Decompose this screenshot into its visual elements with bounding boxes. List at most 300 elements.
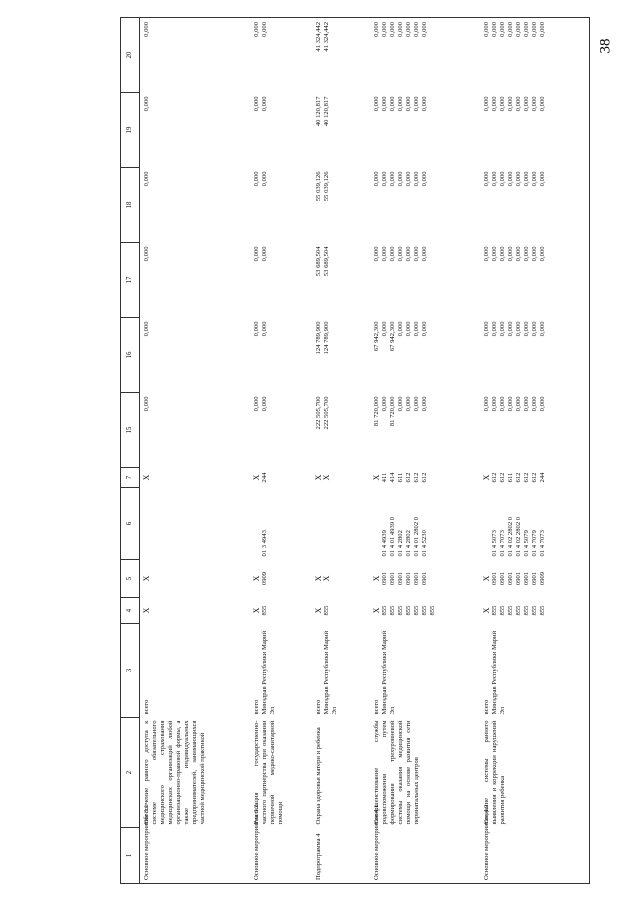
amount-2019-cell [140, 18, 250, 93]
vr-code: 612 [522, 472, 530, 483]
amount-2016: 0,000 [514, 246, 522, 262]
csr-code: 01 4 02 2802 0 [506, 516, 514, 557]
amount-2016: 0,000 [143, 246, 150, 262]
amount-2014: 0,000 [506, 396, 514, 412]
executor [413, 627, 421, 715]
amount-2014: 0,000 [412, 396, 420, 412]
amount-2018: 0,000 [396, 96, 404, 112]
amount-2016: 0,000 [482, 246, 490, 262]
executor: всего [314, 699, 322, 715]
grbs-code: 855 [522, 605, 530, 616]
grbs-code: 855 [506, 605, 514, 616]
amount-2015: 0,000 [412, 321, 420, 337]
vr-code-cell [370, 468, 480, 488]
rz-pr-code: 0901 [388, 571, 396, 586]
amount-2014: 81 720,000 [388, 396, 396, 427]
amount-2018: 0,000 [498, 96, 506, 112]
amount-2017 [429, 172, 437, 240]
executor [421, 627, 429, 715]
amount-2016: 53 689,504 [322, 246, 330, 277]
amount-2015: 0,000 [490, 321, 498, 337]
vr-code: 244 [539, 472, 547, 483]
csr-code-cell [370, 488, 480, 560]
amount-2016-cell [370, 243, 480, 318]
amount-2019-cell [370, 18, 480, 93]
amount-2018: 0,000 [539, 96, 547, 112]
amount-2017: 0,000 [388, 171, 396, 187]
amount-2019: 41 324,442 [314, 22, 322, 52]
amount-2015: 0,000 [522, 321, 530, 337]
col-header: 16 [121, 318, 140, 393]
rz-pr-code-cell [250, 560, 312, 598]
amount-2017-cell [140, 168, 250, 243]
amount-2015: 124 789,900 [314, 321, 322, 355]
vr-code: X [371, 474, 381, 481]
amount-2019: 0,000 [380, 22, 388, 37]
amount-2015: 0,000 [498, 321, 506, 337]
vr-code: X [481, 474, 491, 481]
program-description [312, 718, 370, 828]
amount-2017: 0,000 [372, 171, 380, 187]
rz-pr-code: X [251, 575, 261, 582]
grbs-code: 855 [322, 605, 330, 616]
program-name [480, 804, 590, 884]
amount-2019: 0,000 [514, 22, 522, 37]
amount-2019: 0,000 [482, 22, 490, 37]
grbs-code: 855 [490, 605, 498, 616]
program-name-text: Подпрограмма 4 [314, 833, 322, 880]
vr-code: 612 [531, 472, 539, 483]
amount-2018: 0,000 [482, 96, 490, 112]
csr-code [323, 491, 331, 557]
csr-code: 01 4 01 2802 0 [412, 516, 420, 557]
amount-2019: 41 324,442 [322, 22, 330, 52]
csr-code: 01 4 5230 [421, 530, 429, 557]
amount-2018: 40 120,817 [314, 96, 322, 127]
program-description-text: Обеспечение равного доступа к системе обязательного медицинского страхования медицинских организаций любой организационно-правовой формы, а также индивидуальных предпринимателей, занимающихся частной медицинской практикой [143, 720, 207, 825]
vr-code-cell [250, 468, 312, 488]
csr-code: 01 4 5079 [522, 530, 530, 557]
vr-code: X [321, 474, 331, 481]
amount-2017: 0,000 [514, 171, 522, 187]
rz-pr-code: 0901 [531, 571, 539, 586]
amount-2018: 0,000 [506, 96, 514, 112]
col-header: 1 [121, 828, 140, 884]
amount-2016: 0,000 [372, 246, 380, 262]
grbs-code: 855 [539, 605, 547, 616]
amount-2019: 0,000 [252, 22, 260, 37]
amount-2018: 0,000 [260, 96, 268, 112]
amount-2019: 0,000 [396, 22, 404, 37]
executor [539, 627, 547, 715]
csr-code [253, 491, 261, 557]
amount-2015: 0,000 [531, 321, 539, 337]
amount-2018: 0,000 [522, 96, 530, 112]
grbs-code: X [481, 607, 491, 614]
executor: всего [143, 699, 150, 715]
csr-code [373, 491, 381, 557]
amount-2018: 0,000 [514, 96, 522, 112]
grbs-code: 855 [396, 605, 404, 616]
amount-2014: 0,000 [531, 396, 539, 412]
amount-2018: 0,000 [143, 96, 150, 112]
vr-code-cell [480, 468, 590, 488]
rz-pr-code: X [481, 575, 491, 582]
amount-2018: 0,000 [531, 96, 539, 112]
amount-2015: 0,000 [252, 321, 260, 337]
amount-2016: 0,000 [498, 246, 506, 262]
amount-2019: 0,000 [143, 22, 150, 37]
amount-2018: 0,000 [490, 96, 498, 112]
amount-2014: 0,000 [498, 396, 506, 412]
rz-pr-code: 0901 [498, 571, 506, 586]
amount-2015: 0,000 [143, 321, 150, 337]
vr-code-cell [140, 468, 250, 488]
csr-code: 01 4 2802 [396, 530, 404, 557]
rz-pr-code: X [321, 575, 331, 582]
vr-code: 612 [498, 472, 506, 483]
executor [515, 627, 523, 715]
grbs-code-cell [370, 598, 480, 624]
amount-2016-cell [312, 243, 370, 318]
amount-2015-cell [140, 318, 250, 393]
csr-code: 01 4 02 2802 0 [514, 516, 522, 557]
amount-2019: 0,000 [539, 22, 547, 37]
amount-2017: 0,000 [539, 171, 547, 187]
col-header: 19 [121, 93, 140, 168]
amount-2018: 0,000 [404, 96, 412, 112]
amount-2017: 0,000 [260, 171, 268, 187]
vr-code-cell [312, 468, 370, 488]
rz-pr-code: 0901 [490, 571, 498, 586]
csr-code [143, 491, 151, 557]
amount-2015: 0,000 [380, 321, 388, 337]
program-name-text: Основное мероприятие 4.2 [482, 804, 490, 880]
amount-2019-cell [480, 18, 590, 93]
amount-2014-cell [250, 393, 312, 468]
amount-2015: 67 942,300 [388, 321, 396, 352]
rz-pr-code: 0901 [404, 571, 412, 586]
grbs-code: 855 [260, 605, 268, 616]
grbs-code: 855 [421, 605, 429, 616]
amount-2018-cell [370, 93, 480, 168]
amount-2016 [429, 247, 437, 315]
amount-2018-cell [480, 93, 590, 168]
program-name [140, 804, 250, 884]
amount-2019: 0,000 [412, 22, 420, 37]
amount-2016-cell [480, 243, 590, 318]
vr-code: 244 [260, 472, 268, 483]
amount-2016: 0,000 [421, 246, 429, 262]
vr-code [429, 471, 437, 485]
grbs-code: 855 [404, 605, 412, 616]
vr-code: 411 [380, 472, 388, 483]
amount-2017-cell [250, 168, 312, 243]
executor-cell [250, 624, 312, 718]
csr-code: 01 4 5073 [490, 530, 498, 557]
amount-2017: 0,000 [490, 171, 498, 187]
csr-code-cell [312, 488, 370, 560]
col-header: 5 [121, 560, 140, 598]
col-header: 17 [121, 243, 140, 318]
amount-2017: 0,000 [252, 171, 260, 187]
amount-2017: 0,000 [482, 171, 490, 187]
amount-2014: 0,000 [143, 396, 150, 412]
csr-code: 01 4 4939 [380, 530, 388, 557]
csr-code: 01 3 4943 [260, 530, 268, 557]
amount-2016: 0,000 [252, 246, 260, 262]
executor [531, 627, 539, 715]
amount-2016: 0,000 [490, 246, 498, 262]
program-description [140, 718, 250, 828]
amount-2014: 0,000 [514, 396, 522, 412]
vr-code: 611 [506, 472, 514, 483]
amount-2018: 0,000 [252, 96, 260, 112]
program-name-text: Основное мероприятие 3.2 [252, 804, 260, 880]
grbs-code: X [371, 607, 381, 614]
amount-2019: 0,000 [388, 22, 396, 37]
amount-2017: 0,000 [498, 171, 506, 187]
amount-2019: 0,000 [260, 22, 268, 37]
grbs-code-cell [140, 598, 250, 624]
amount-2015: 67 942,300 [372, 321, 380, 352]
amount-2016: 0,000 [388, 246, 396, 262]
amount-2017: 0,000 [380, 171, 388, 187]
page-number: 38 [597, 38, 614, 54]
amount-2017: 0,000 [396, 171, 404, 187]
amount-2017: 0,000 [143, 171, 150, 187]
column-number-row [121, 18, 140, 884]
amount-2019: 0,000 [421, 22, 429, 37]
amount-2014: 0,000 [539, 396, 547, 412]
section-row [312, 18, 370, 884]
col-header: 2 [121, 718, 140, 828]
section-row [370, 18, 480, 884]
amount-2015: 0,000 [404, 321, 412, 337]
amount-2017: 0,000 [506, 171, 514, 187]
grbs-code: 855 [380, 605, 388, 616]
amount-2016: 0,000 [412, 246, 420, 262]
rotated-table-container [120, 18, 616, 884]
program-description-text: Создание системы раннего выявления и коррекции нарушений развития ребенка [482, 720, 506, 825]
amount-2016: 0,000 [396, 246, 404, 262]
grbs-code-cell [312, 598, 370, 624]
amount-2015: 0,000 [260, 321, 268, 337]
vr-code: 612 [404, 472, 412, 483]
vr-code: 611 [396, 472, 404, 483]
program-description [480, 718, 590, 828]
rz-pr-code: 0901 [506, 571, 514, 586]
executor-cell [370, 624, 480, 718]
program-name-text: Основное мероприятие 3.1 [143, 804, 150, 880]
rz-pr-code: X [313, 575, 323, 582]
executor-cell [312, 624, 370, 718]
amount-2014-cell [370, 393, 480, 468]
amount-2014: 0,000 [252, 396, 260, 412]
amount-2014-cell [312, 393, 370, 468]
section-row [140, 18, 250, 884]
rz-pr-code: 0909 [539, 571, 547, 586]
vr-code: 612 [514, 472, 522, 483]
executor: всего [482, 699, 490, 715]
rz-pr-code: 0901 [380, 571, 388, 586]
executor [507, 627, 515, 715]
vr-code: 612 [490, 472, 498, 483]
program-name [370, 804, 480, 884]
amount-2017: 0,000 [522, 171, 530, 187]
amount-2018: 0,000 [372, 96, 380, 112]
amount-2019: 0,000 [522, 22, 530, 37]
csr-code [315, 491, 323, 557]
rz-pr-code-cell [312, 560, 370, 598]
grbs-code: X [313, 607, 323, 614]
amount-2018 [429, 97, 437, 165]
amount-2015: 0,000 [506, 321, 514, 337]
amount-2017: 0,000 [421, 171, 429, 187]
program-name [250, 804, 312, 884]
rz-pr-code-cell [370, 560, 480, 598]
amount-2018: 0,000 [421, 96, 429, 112]
amount-2016-cell [140, 243, 250, 318]
program-name-text: Основное мероприятие 4.1 [372, 804, 380, 880]
amount-2016-cell [250, 243, 312, 318]
executor [523, 627, 531, 715]
rz-pr-code: 0901 [396, 571, 404, 586]
grbs-code: 855 [498, 605, 506, 616]
amount-2014: 0,000 [482, 396, 490, 412]
executor: всего [372, 699, 380, 715]
executor [429, 627, 437, 715]
executor: Минздрав Республики Марий Эл [260, 630, 276, 715]
amount-2017: 0,000 [404, 171, 412, 187]
amount-2014-cell [480, 393, 590, 468]
executor [437, 627, 445, 715]
amount-2019: 0,000 [404, 22, 412, 37]
vr-code: X [142, 474, 151, 481]
amount-2017-cell [312, 168, 370, 243]
col-header: 6 [121, 488, 140, 560]
budget-table [120, 17, 590, 884]
amount-2014: 0,000 [380, 396, 388, 412]
executor: всего [252, 699, 260, 715]
grbs-code: X [251, 607, 261, 614]
rz-pr-code: 0909 [260, 571, 268, 586]
executor [547, 627, 555, 715]
amount-2016: 0,000 [531, 246, 539, 262]
amount-2019: 0,000 [506, 22, 514, 37]
amount-2014: 81 720,000 [372, 396, 380, 427]
rz-pr-code: X [142, 575, 151, 582]
amount-2014: 0,000 [396, 396, 404, 412]
col-header: 20 [121, 18, 140, 93]
amount-2017: 55 039,126 [322, 171, 330, 202]
grbs-code: 855 [514, 605, 522, 616]
program-description [250, 718, 312, 828]
amount-2016: 0,000 [260, 246, 268, 262]
executor-cell [480, 624, 590, 718]
amount-2016: 0,000 [380, 246, 388, 262]
amount-2014: 0,000 [490, 396, 498, 412]
amount-2014: 222 505,700 [322, 396, 330, 430]
amount-2015-cell [370, 318, 480, 393]
amount-2016: 0,000 [404, 246, 412, 262]
csr-code: 01 4 01 4939 0 [388, 516, 396, 557]
amount-2018-cell [140, 93, 250, 168]
executor: Минздрав Республики Марий Эл [380, 630, 396, 715]
col-header: 15 [121, 393, 140, 468]
csr-code-cell [140, 488, 250, 560]
amount-2014 [429, 397, 437, 465]
amount-2016: 0,000 [522, 246, 530, 262]
amount-2017-cell [480, 168, 590, 243]
executor-cell [140, 624, 250, 718]
amount-2019: 0,000 [531, 22, 539, 37]
grbs-code: X [142, 607, 151, 614]
amount-2017-cell [370, 168, 480, 243]
executor: Минздрав Республики Марий Эл [490, 630, 506, 715]
csr-code [429, 491, 437, 557]
amount-2015: 124 789,900 [322, 321, 330, 355]
program-description-text: Охрана здоровья матери и ребенка [314, 727, 322, 825]
grbs-code: 855 [429, 605, 437, 616]
amount-2018: 0,000 [388, 96, 396, 112]
amount-2014-cell [140, 393, 250, 468]
amount-2016: 0,000 [539, 246, 547, 262]
amount-2019-cell [312, 18, 370, 93]
csr-code: 01 4 2802 [404, 530, 412, 557]
program-description [370, 718, 480, 828]
executor [397, 627, 405, 715]
section-row [250, 18, 312, 884]
rz-pr-code [429, 563, 437, 595]
col-header: 3 [121, 624, 140, 718]
amount-2015: 0,000 [482, 321, 490, 337]
amount-2019: 0,000 [372, 22, 380, 37]
amount-2019: 0,000 [490, 22, 498, 37]
executor [405, 627, 413, 715]
program-name [312, 828, 370, 884]
amount-2018: 40 120,817 [322, 96, 330, 127]
amount-2018: 0,000 [412, 96, 420, 112]
section-row [480, 18, 590, 884]
grbs-code: 855 [412, 605, 420, 616]
rz-pr-code: 0901 [514, 571, 522, 586]
amount-2015: 0,000 [539, 321, 547, 337]
amount-2018: 0,000 [380, 96, 388, 112]
amount-2015 [429, 322, 437, 390]
rz-pr-code: X [371, 575, 381, 582]
amount-2015: 0,000 [396, 321, 404, 337]
amount-2014: 0,000 [404, 396, 412, 412]
vr-code: X [251, 474, 261, 481]
amount-2017: 0,000 [412, 171, 420, 187]
amount-2019 [429, 22, 437, 90]
vr-code: X [313, 474, 323, 481]
rz-pr-code-cell [480, 560, 590, 598]
csr-code [483, 491, 491, 557]
amount-2014: 222 505,700 [314, 396, 322, 430]
amount-2014: 0,000 [260, 396, 268, 412]
program-description-text: Совершенствование службы родовспоможения путем формирования трехуровневой системы оказания медицинской помощи на основе развития сети перинатальных центров [372, 720, 420, 825]
csr-code: 01 4 7073 [498, 530, 506, 557]
amount-2018-cell [250, 93, 312, 168]
amount-2017: 0,000 [531, 171, 539, 187]
amount-2014: 0,000 [421, 396, 429, 412]
amount-2018-cell [312, 93, 370, 168]
grbs-code: 855 [388, 605, 396, 616]
amount-2015-cell [250, 318, 312, 393]
amount-2019-cell [250, 18, 312, 93]
